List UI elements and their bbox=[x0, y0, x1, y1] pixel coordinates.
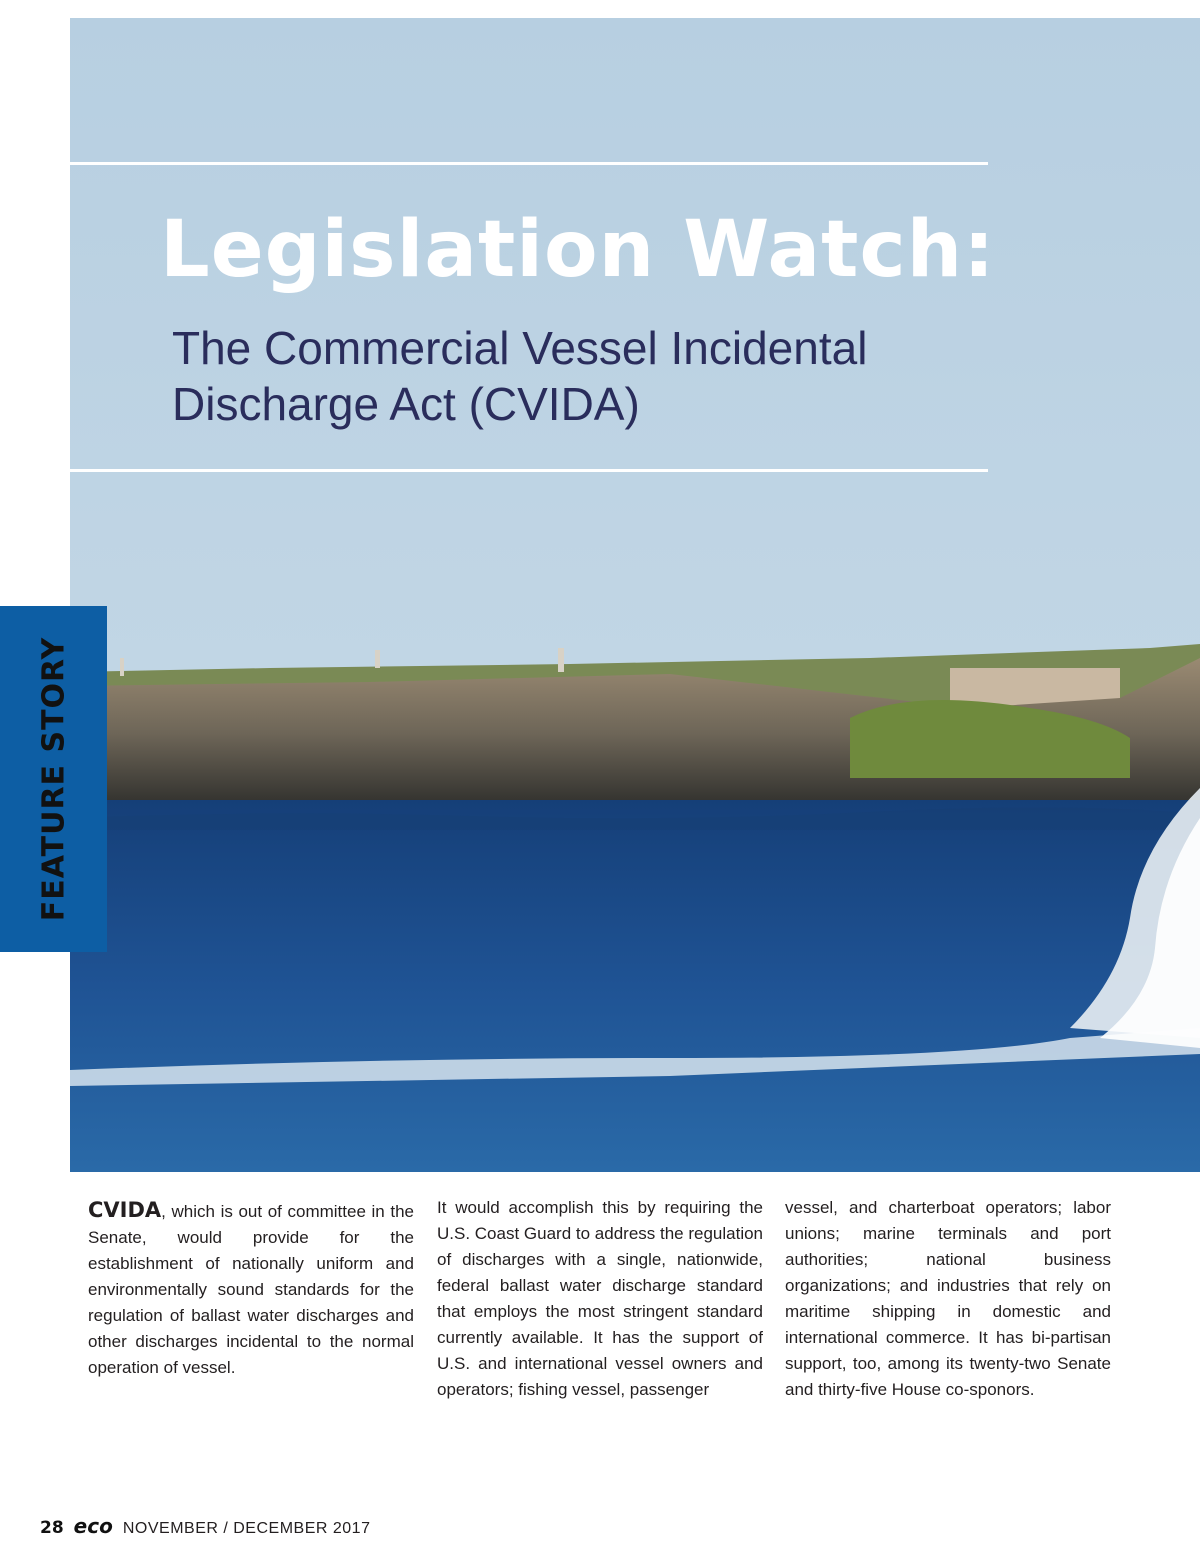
issue-date: NOVEMBER / DECEMBER 2017 bbox=[122, 1520, 371, 1537]
column-1-text: , which is out of committee in the Senate, would provide for the establishment of nationally uniform and environmentally sound standards for the regulation of ballast water discharges and other discharges incidental to the normal operation of vessel. bbox=[88, 1202, 414, 1377]
page-number: 28 bbox=[40, 1518, 64, 1538]
magazine-logo: eco bbox=[73, 1514, 113, 1538]
body-column-3: vessel, and charterboat operators; labor unions; marine terminals and port authorities; national business organizations; and industries that rely on maritime shipping in domestic and international commerce. It has bi-partisan support, too, among its twenty-two Senate and thirty-five House co-sponors. bbox=[785, 1198, 1111, 1399]
article-subtitle: The Commercial Vessel Incidental Discharge Act (CVIDA) bbox=[172, 322, 868, 430]
body-column-2: It would accomplish this by requiring the U.S. Coast Guard to address the regulation of discharges with a single, nationwide, federal ballast water discharge standard that employs the most stringent standard currently available. It has the support of U.S. and international vessel owners and operators; fishing vessel, passenger bbox=[437, 1198, 764, 1399]
title-rule-bottom bbox=[70, 469, 988, 472]
body-column-1 bbox=[88, 1197, 414, 1381]
title-rule-top bbox=[70, 162, 988, 165]
section-label: FEATURE STORY bbox=[36, 636, 71, 922]
jetty-seascape-image bbox=[70, 18, 1200, 1172]
section-tab bbox=[0, 606, 107, 952]
lead-term: CVIDA bbox=[88, 1198, 162, 1222]
hero-photo bbox=[70, 18, 1200, 1172]
article-title: Legislation Watch: bbox=[160, 205, 996, 295]
page-footer bbox=[40, 1514, 370, 1540]
